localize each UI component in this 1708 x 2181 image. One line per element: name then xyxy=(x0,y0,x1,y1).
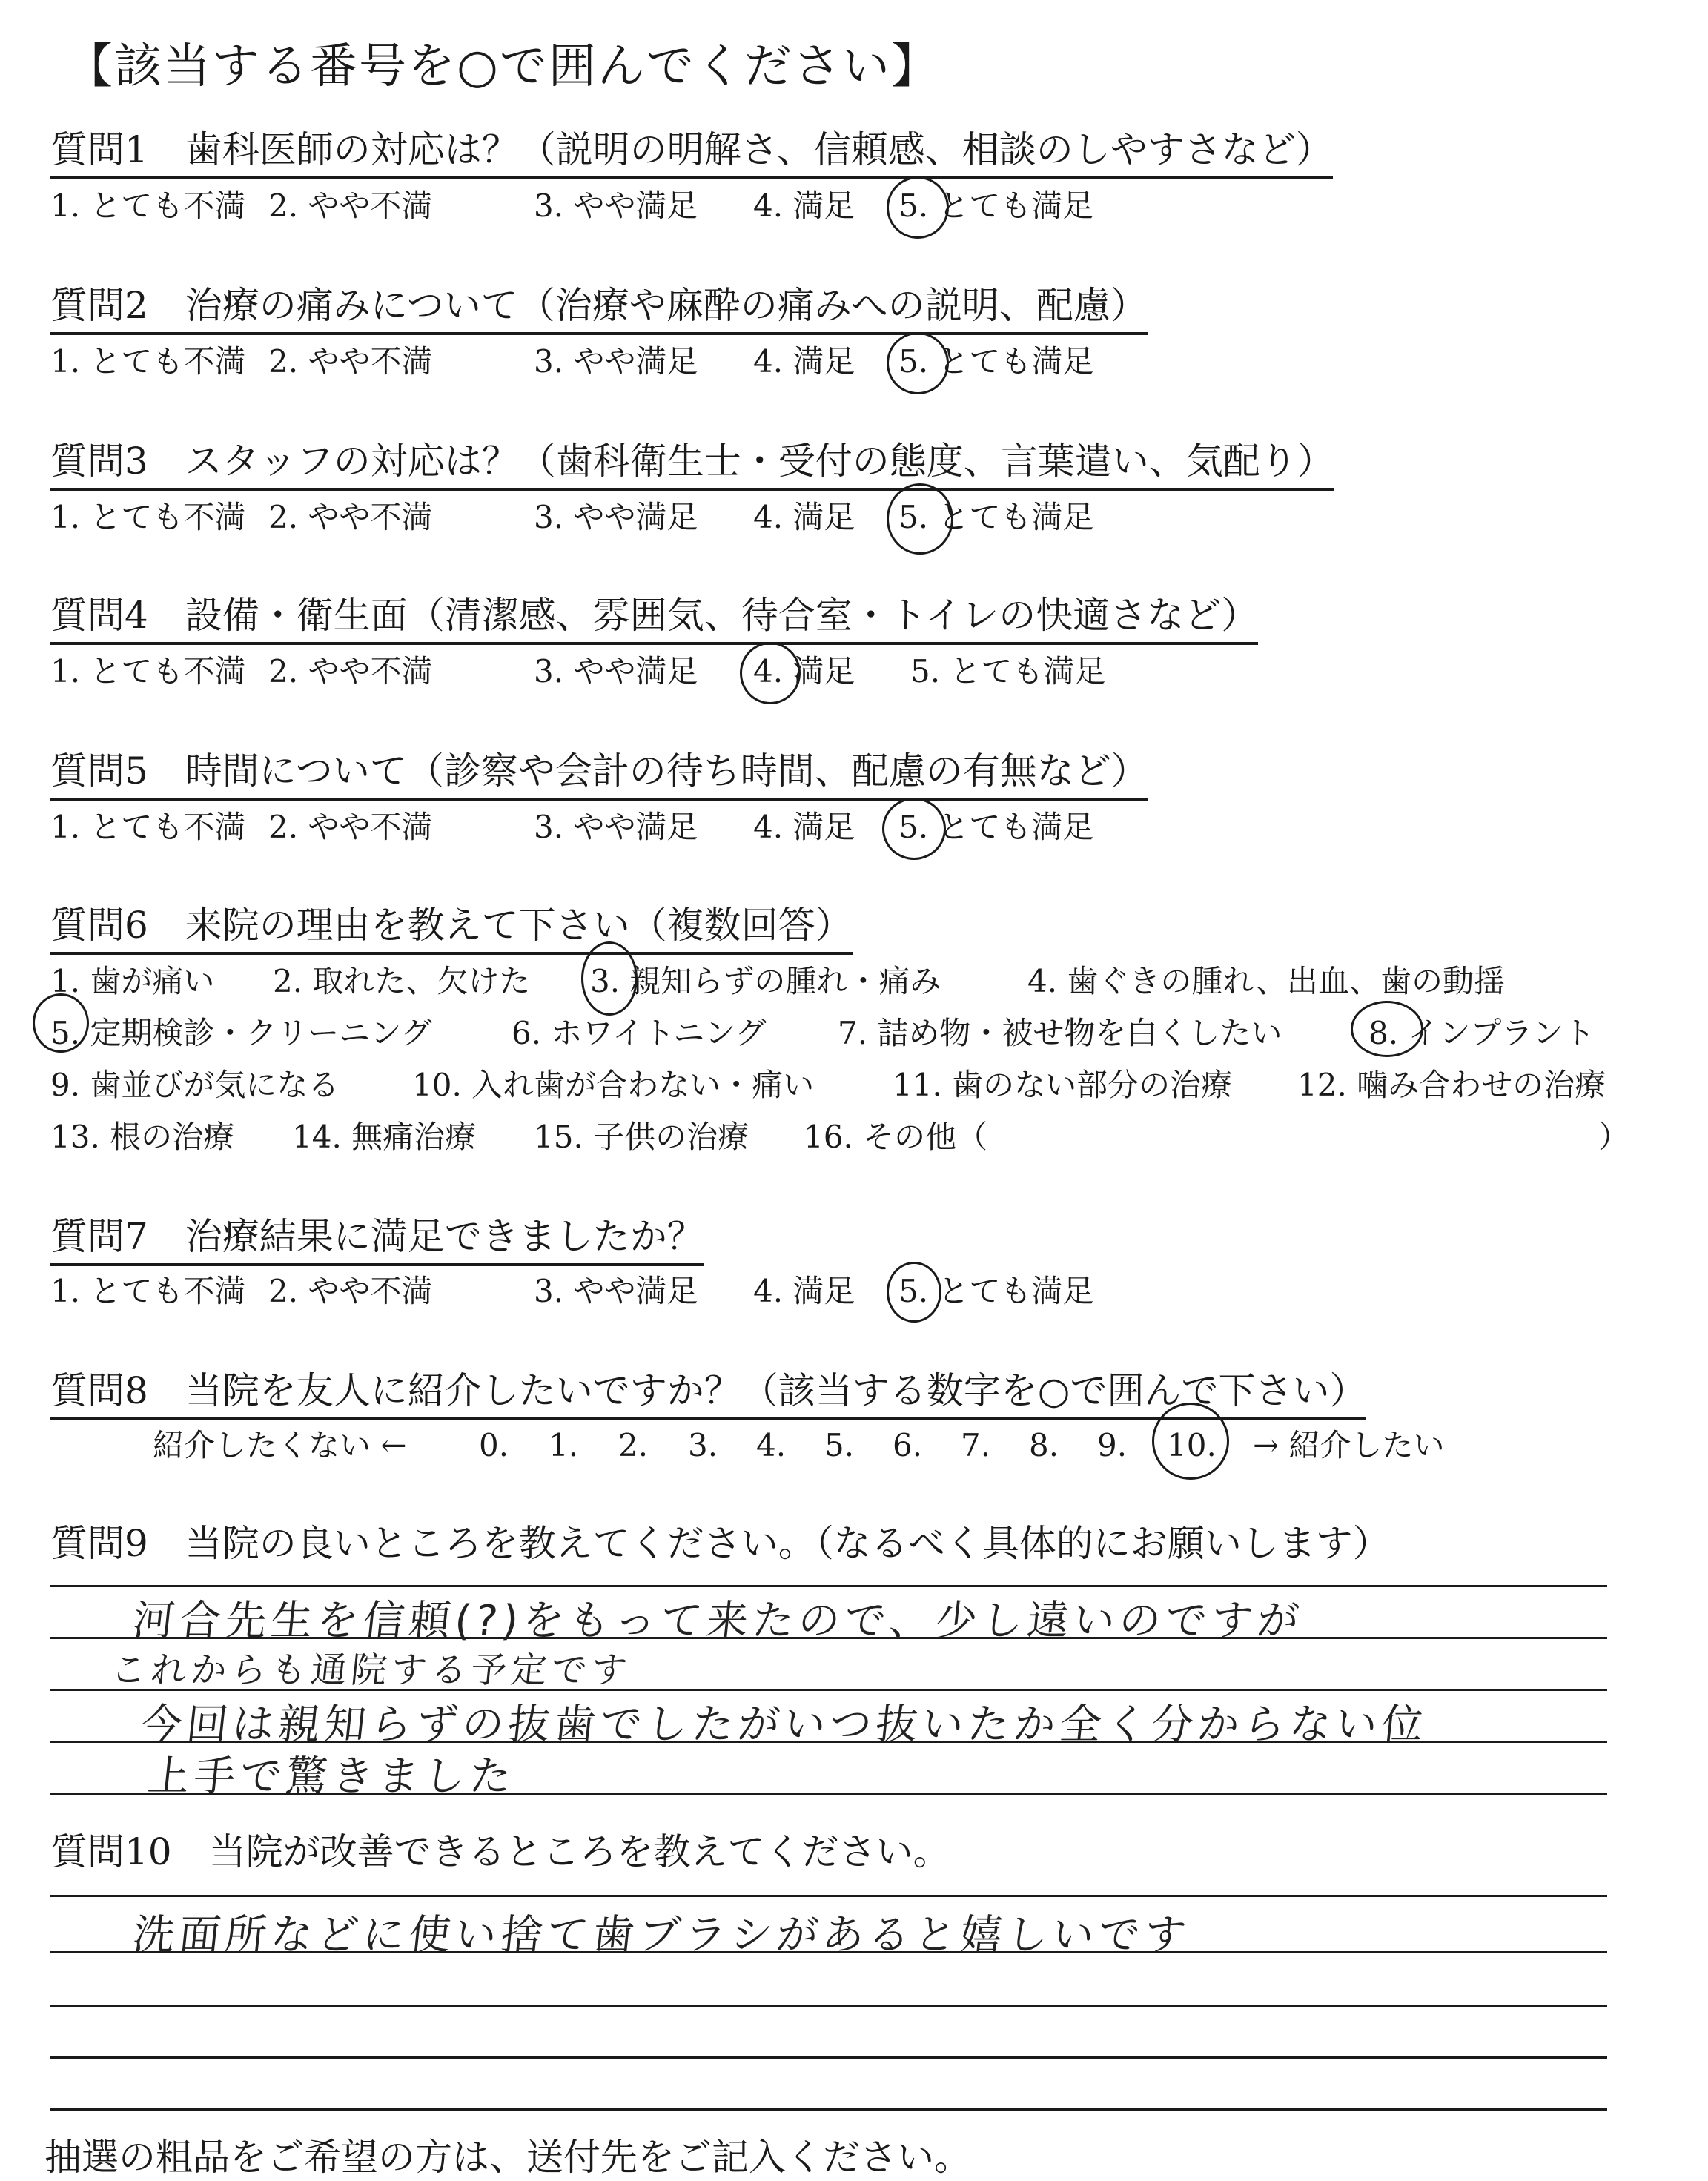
q8-option-5[interactable]: 5. xyxy=(824,1427,855,1463)
q8-option-6[interactable]: 6. xyxy=(893,1427,923,1463)
q8-left-label: 紹介したくない ← xyxy=(153,1427,407,1463)
q3-heading: 質問3 スタッフの対応は？（歯科衛生士・受付の態度、言葉遣い、気配り） xyxy=(50,439,1334,491)
q10-answer-rule xyxy=(50,1895,1607,1897)
q9-answer-line-1[interactable]: 河合先生を信頼(?)をもって来たので、少し遠いのですが xyxy=(130,1597,1306,1645)
q6-option-8[interactable]: 8. インプラント xyxy=(1368,1015,1595,1051)
q6-option-7[interactable]: 7. 詰め物・被せ物を白くしたい xyxy=(838,1015,1282,1051)
q2-heading: 質問2 治療の痛みについて（治療や麻酔の痛みへの説明、配慮） xyxy=(50,283,1148,335)
q3-option-5[interactable]: 5. とても満足 xyxy=(898,499,1094,535)
q1-heading: 質問1 歯科医師の対応は？（説明の明解さ、信頼感、相談のしやすさなど） xyxy=(50,128,1333,179)
q5-option-2[interactable]: 2. やや不満 xyxy=(268,809,433,845)
q8-option-1[interactable]: 1. xyxy=(549,1427,579,1463)
q6-option-11[interactable]: 11. 歯のない部分の治療 xyxy=(893,1067,1233,1103)
q8-selection-circle xyxy=(1152,1403,1229,1480)
q7-option-4[interactable]: 4. 満足 xyxy=(753,1273,855,1309)
q6-option-16[interactable]: 16. その他（ xyxy=(804,1119,988,1155)
q3-option-4[interactable]: 4. 満足 xyxy=(753,499,855,535)
q1-option-4[interactable]: 4. 満足 xyxy=(753,188,855,224)
q7-option-5[interactable]: 5. とても満足 xyxy=(898,1273,1094,1309)
q8-option-10[interactable]: 10. xyxy=(1167,1427,1217,1463)
q4-selection-circle xyxy=(740,642,801,704)
q8-option-8[interactable]: 8. xyxy=(1029,1427,1059,1463)
q8-right-label: → 紹介したい xyxy=(1253,1427,1445,1463)
q9-answer-line-3[interactable]: 今回は親知らずの抜歯でしたがいつ抜いたか全く分からない位 xyxy=(138,1701,1430,1749)
q2-option-2[interactable]: 2. やや不満 xyxy=(268,343,433,380)
q3-option-2[interactable]: 2. やや不満 xyxy=(268,499,433,535)
q7-heading: 質問7 治療結果に満足できましたか？ xyxy=(50,1214,704,1266)
page-title: 【該当する番号を○で囲んでください】 xyxy=(65,39,940,94)
q6-selection-circle-3 xyxy=(581,941,638,1016)
q8-heading: 質問8 当院を友人に紹介したいですか？（該当する数字を○で囲んで下さい） xyxy=(50,1368,1366,1420)
q6-option-3[interactable]: 3. 親知らずの腫れ・痛み xyxy=(590,963,941,999)
q10-answer-rule xyxy=(50,2005,1607,2007)
q10-answer-rule xyxy=(50,2056,1607,2059)
q1-option-1[interactable]: 1. とても不満 xyxy=(50,188,246,224)
q10-answer-line-1[interactable]: 洗面所などに使い捨て歯ブラシがあると嬉しいです xyxy=(130,1911,1193,1959)
q6-option-14[interactable]: 14. 無痛治療 xyxy=(292,1119,477,1155)
q2-selection-circle xyxy=(887,332,949,394)
q9-heading: 質問9 当院の良いところを教えてください。（なるべく具体的にお願いします） xyxy=(50,1522,1390,1565)
q8-option-9[interactable]: 9. xyxy=(1097,1427,1128,1463)
q7-option-2[interactable]: 2. やや不満 xyxy=(268,1273,433,1309)
q4-heading: 質問4 設備・衛生面（清潔感、雰囲気、待合室・トイレの快適さなど） xyxy=(50,593,1258,645)
q6-option-13[interactable]: 13. 根の治療 xyxy=(50,1119,235,1155)
q2-option-5[interactable]: 5. とても満足 xyxy=(898,343,1094,380)
q6-option-5[interactable]: 5. 定期検診・クリーニング xyxy=(50,1015,432,1051)
q5-option-5[interactable]: 5. とても満足 xyxy=(898,809,1094,845)
q1-option-3[interactable]: 3. やや満足 xyxy=(534,188,698,224)
q9-answer-line-2[interactable]: これからも通院する予定です xyxy=(108,1649,634,1691)
q2-option-4[interactable]: 4. 満足 xyxy=(753,343,855,380)
q7-option-3[interactable]: 3. やや満足 xyxy=(534,1273,698,1309)
q10-heading: 質問10 当院が改善できるところを教えてください。 xyxy=(50,1830,950,1873)
q4-option-2[interactable]: 2. やや不満 xyxy=(268,653,433,689)
q3-option-3[interactable]: 3. やや満足 xyxy=(534,499,698,535)
q6-option-2[interactable]: 2. 取れた、欠けた xyxy=(273,963,531,999)
q5-option-3[interactable]: 3. やや満足 xyxy=(534,809,698,845)
q9-answer-line-4[interactable]: 上手で驚きました xyxy=(145,1753,518,1801)
q2-option-3[interactable]: 3. やや満足 xyxy=(534,343,698,380)
q5-option-1[interactable]: 1. とても不満 xyxy=(50,809,246,845)
q4-option-5[interactable]: 5. とても満足 xyxy=(910,653,1106,689)
q6-option-9[interactable]: 9. 歯並びが気になる xyxy=(50,1067,340,1103)
q5-heading: 質問5 時間について（診察や会計の待ち時間、配慮の有無など） xyxy=(50,749,1148,801)
q1-option-2[interactable]: 2. やや不満 xyxy=(268,188,433,224)
q10-answer-rule xyxy=(50,2108,1607,2111)
q5-selection-circle xyxy=(882,798,946,860)
q3-option-1[interactable]: 1. とても不満 xyxy=(50,499,246,535)
q3-selection-circle xyxy=(887,483,953,555)
q5-option-4[interactable]: 4. 満足 xyxy=(753,809,855,845)
q8-option-0[interactable]: 0. xyxy=(479,1427,509,1463)
footer-note: 抽選の粗品をご希望の方は、送付先をご記入ください。 xyxy=(44,2136,971,2179)
q4-option-1[interactable]: 1. とても不満 xyxy=(50,653,246,689)
q9-answer-rule xyxy=(50,1585,1607,1587)
q6-heading: 質問6 来院の理由を教えて下さい（複数回答） xyxy=(50,903,853,955)
q6-selection-circle-8 xyxy=(1351,1001,1423,1057)
q8-option-2[interactable]: 2. xyxy=(618,1427,649,1463)
q6-option-12[interactable]: 12. 噛み合わせの治療 xyxy=(1297,1067,1606,1103)
q7-option-1[interactable]: 1. とても不満 xyxy=(50,1273,246,1309)
q7-selection-circle xyxy=(887,1262,941,1323)
q4-option-4[interactable]: 4. 満足 xyxy=(753,653,855,689)
q6-option-1[interactable]: 1. 歯が痛い xyxy=(50,963,215,999)
q6-option-4[interactable]: 4. 歯ぐきの腫れ、出血、歯の動揺 xyxy=(1027,963,1505,999)
q8-option-4[interactable]: 4. xyxy=(756,1427,787,1463)
q6-other-close-paren: ） xyxy=(1598,1119,1630,1155)
q1-selection-circle xyxy=(887,176,949,239)
q6-option-15[interactable]: 15. 子供の治療 xyxy=(534,1119,749,1155)
q1-option-5[interactable]: 5. とても満足 xyxy=(898,188,1094,224)
q8-option-3[interactable]: 3. xyxy=(688,1427,718,1463)
q6-option-6[interactable]: 6. ホワイトニング xyxy=(512,1015,767,1051)
q6-selection-circle-5 xyxy=(33,993,89,1053)
q2-option-1[interactable]: 1. とても不満 xyxy=(50,343,246,380)
q4-option-3[interactable]: 3. やや満足 xyxy=(534,653,698,689)
q8-option-7[interactable]: 7. xyxy=(961,1427,991,1463)
q6-option-10[interactable]: 10. 入れ歯が合わない・痛い xyxy=(412,1067,815,1103)
